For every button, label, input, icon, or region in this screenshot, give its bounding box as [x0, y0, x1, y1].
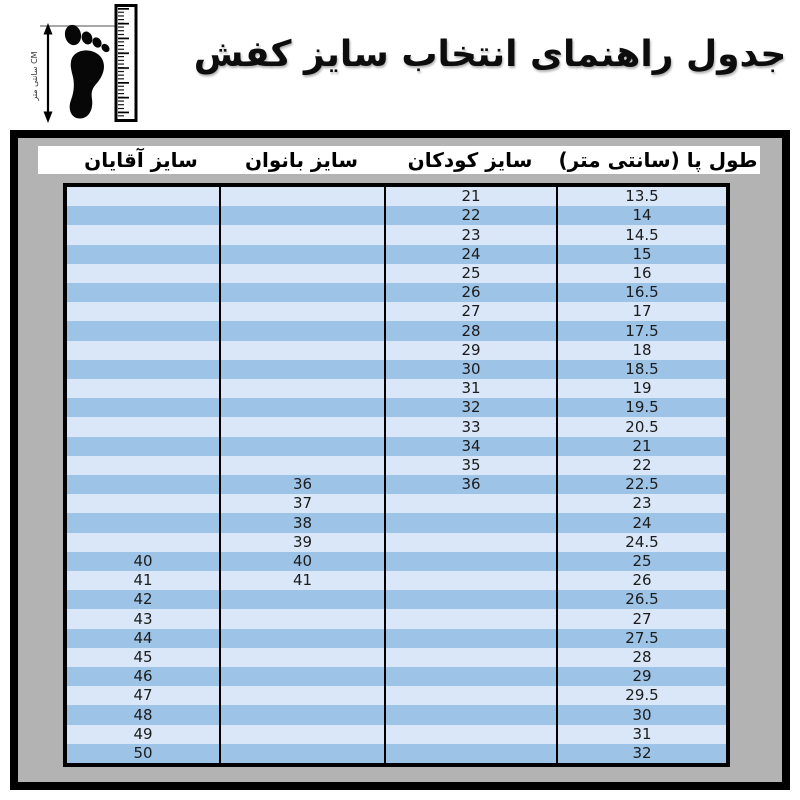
cell-children: 35 [384, 456, 556, 475]
cell-length: 23 [556, 494, 726, 513]
cell-children [384, 494, 556, 513]
footprint-icon [63, 23, 111, 118]
cell-women: 39 [219, 533, 384, 552]
cell-men [67, 513, 219, 532]
cell-length: 25 [556, 552, 726, 571]
table-row [67, 302, 726, 321]
cell-length: 27 [556, 609, 726, 628]
cell-children: 32 [384, 398, 556, 417]
cell-men: 47 [133, 686, 153, 705]
cell-children [384, 552, 556, 571]
cell-children: 30 [384, 360, 556, 379]
table-row [67, 686, 726, 705]
cell-men [67, 321, 219, 340]
cell-children [384, 648, 556, 667]
table-row [67, 341, 726, 360]
cell-children [384, 667, 556, 686]
cell-length: 21 [556, 437, 726, 456]
cell-men: 41 [133, 571, 153, 590]
table-row [67, 513, 726, 532]
cell-length: 17.5 [556, 321, 726, 340]
cell-length: 14 [556, 206, 726, 225]
cell-length: 28 [556, 648, 726, 667]
column-header-men-size: سایز آقایان [84, 148, 198, 172]
cell-children: 21 [384, 187, 556, 206]
cell-men [67, 398, 219, 417]
cell-women [219, 744, 384, 763]
table-row [67, 629, 726, 648]
table-row [67, 398, 726, 417]
cell-women [219, 705, 384, 724]
table-row [67, 552, 726, 571]
page-header [0, 0, 800, 130]
cell-length: 22 [556, 456, 726, 475]
measure-arrow-icon [44, 23, 53, 123]
cell-women [219, 456, 384, 475]
table-row [67, 648, 726, 667]
table-row [67, 533, 726, 552]
cell-women [219, 725, 384, 744]
cell-men [67, 225, 219, 244]
cm-vertical-label: سانتی متر CM [30, 51, 39, 101]
cell-children: 26 [384, 283, 556, 302]
cell-women [219, 245, 384, 264]
cell-men: 40 [133, 551, 153, 570]
table-frame [10, 130, 790, 790]
table-row [67, 725, 726, 744]
cell-men [67, 283, 219, 302]
cell-women [219, 187, 384, 206]
cell-men [67, 533, 219, 552]
cell-children [384, 533, 556, 552]
cell-children [384, 725, 556, 744]
table-row [67, 283, 726, 302]
cell-children [384, 705, 556, 724]
cell-men [67, 245, 219, 264]
cell-women [219, 360, 384, 379]
cell-women [219, 609, 384, 628]
size-table-body [63, 183, 730, 767]
table-row [67, 437, 726, 456]
cell-children: 34 [384, 437, 556, 456]
cell-men: 43 [133, 609, 153, 628]
cell-men [67, 437, 219, 456]
cell-women [219, 283, 384, 302]
column-header-women-size: سایز بانوان [244, 148, 359, 172]
cell-men: 45 [133, 647, 153, 666]
cell-women: 40 [219, 552, 384, 571]
cell-women [219, 206, 384, 225]
cell-children: 33 [384, 417, 556, 436]
cell-women [219, 648, 384, 667]
cell-women [219, 686, 384, 705]
cell-men: 44 [133, 628, 153, 647]
cell-length: 31 [556, 725, 726, 744]
cell-length: 14.5 [556, 225, 726, 244]
cell-women [219, 590, 384, 609]
cell-women [219, 341, 384, 360]
cell-length: 17 [556, 302, 726, 321]
cell-men: 49 [133, 724, 153, 743]
table-row [67, 245, 726, 264]
cell-women [219, 629, 384, 648]
foot-measurement-icon [30, 2, 138, 124]
cell-children: 23 [384, 225, 556, 244]
cell-children: 31 [384, 379, 556, 398]
cell-women [219, 264, 384, 283]
page-title: جدول راهنمای انتخاب سایز کفش [193, 34, 787, 75]
table-row [67, 321, 726, 340]
cell-children [384, 686, 556, 705]
column-header-foot-length: طول پا (سانتی متر) [558, 148, 758, 172]
cell-children [384, 571, 556, 590]
cell-length: 18.5 [556, 360, 726, 379]
cell-children: 27 [384, 302, 556, 321]
cell-children [384, 744, 556, 763]
cell-children: 24 [384, 245, 556, 264]
cell-women: 36 [219, 475, 384, 494]
cell-men [67, 341, 219, 360]
cell-women [219, 225, 384, 244]
cell-men [67, 456, 219, 475]
cell-length: 29 [556, 667, 726, 686]
cell-children: 25 [384, 264, 556, 283]
cell-length: 19.5 [556, 398, 726, 417]
table-row [67, 590, 726, 609]
table-row [67, 225, 726, 244]
cell-men [67, 360, 219, 379]
column-header-children-size: سایز کودکان [407, 148, 533, 172]
cell-length: 27.5 [556, 629, 726, 648]
table-row [67, 744, 726, 763]
cell-women [219, 398, 384, 417]
cell-length: 32 [556, 744, 726, 763]
cell-women: 38 [219, 513, 384, 532]
cell-children [384, 590, 556, 609]
cell-men: 50 [133, 743, 153, 762]
cell-men [67, 264, 219, 283]
cell-length: 16 [556, 264, 726, 283]
table-row [67, 360, 726, 379]
cell-men [67, 475, 219, 494]
cell-men [67, 206, 219, 225]
cell-men: 46 [133, 667, 153, 686]
table-row [67, 187, 726, 206]
table-row [67, 456, 726, 475]
cell-length: 29.5 [556, 686, 726, 705]
cell-length: 16.5 [556, 283, 726, 302]
cell-children [384, 513, 556, 532]
cell-women [219, 321, 384, 340]
cell-children [384, 609, 556, 628]
cell-men [67, 379, 219, 398]
cell-men [67, 494, 219, 513]
cell-men [67, 187, 219, 206]
column-header-bar [38, 146, 760, 174]
table-row [67, 705, 726, 724]
table-row [67, 206, 726, 225]
cell-women: 41 [219, 571, 384, 590]
table-row [67, 571, 726, 590]
ruler-icon [116, 6, 136, 121]
cell-length: 18 [556, 341, 726, 360]
table-row [67, 264, 726, 283]
cell-men [67, 417, 219, 436]
table-row [67, 667, 726, 686]
cell-children: 28 [384, 321, 556, 340]
table-row [67, 475, 726, 494]
cell-women [219, 379, 384, 398]
cell-women [219, 437, 384, 456]
table-row [67, 417, 726, 436]
cell-length: 19 [556, 379, 726, 398]
cell-children: 36 [384, 475, 556, 494]
table-row [67, 609, 726, 628]
cell-length: 26.5 [556, 590, 726, 609]
cell-length: 20.5 [556, 417, 726, 436]
cell-length: 24 [556, 513, 726, 532]
cell-children: 22 [384, 206, 556, 225]
cell-length: 30 [556, 705, 726, 724]
table-row [67, 379, 726, 398]
cell-women [219, 667, 384, 686]
cell-length: 24.5 [556, 533, 726, 552]
cell-length: 15 [556, 245, 726, 264]
cell-women [219, 302, 384, 321]
cell-men: 48 [133, 705, 153, 724]
cell-children [384, 629, 556, 648]
table-row [67, 494, 726, 513]
cell-men [67, 302, 219, 321]
cell-women [219, 417, 384, 436]
cell-length: 26 [556, 571, 726, 590]
cell-men: 42 [133, 590, 153, 609]
cell-children: 29 [384, 341, 556, 360]
cell-length: 13.5 [556, 187, 726, 206]
cell-women: 37 [219, 494, 384, 513]
cell-length: 22.5 [556, 475, 726, 494]
